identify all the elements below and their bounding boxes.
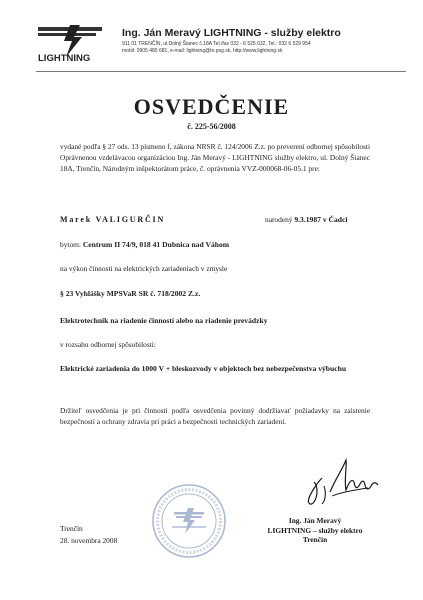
residence-line: [60, 240, 229, 249]
activity-line: na výkon činnosti na elektrických zariadeniach v zmysle: [60, 264, 228, 273]
company-contact: mobil: 0905 480 681, e-mail: lightning@tn.psg.sk, http://www.lightning.sk: [122, 47, 283, 54]
letterhead: [36, 23, 406, 75]
letterhead-text: [122, 27, 412, 54]
birth-info: [265, 215, 348, 224]
signatory-name: Ing. Ján Meravý: [288, 516, 342, 525]
holder-row: [60, 215, 380, 227]
stamp-graphic: [150, 482, 228, 560]
obligation-paragraph: Držiteľ osvedčenia je pri činnosti podľa osvedčenia povinný dodržiavať požiadavky na zaistenie bezpečnosti a ochrany zdravia pri práci a bezpečnosti technických zariadení.: [60, 406, 370, 426]
qualification-line: Elektrotechnik na riadenie činností alebo na riadenie prevádzky: [60, 316, 268, 325]
round-stamp: [150, 482, 228, 560]
born-value: 9.3.1987 v Čadci: [294, 215, 348, 224]
company-address: 911 01 TRENČÍN, ul.Dolný Šianec č.18A Tel./fax 032 - 6 525 032, Tel.: 032 6 529 954: [122, 41, 311, 47]
document-number: č. 225-56/2008: [187, 122, 236, 131]
signatory-company: LIGHTNING – služby elektro: [267, 525, 363, 535]
issue-date: 28. novembra 2008: [60, 536, 118, 545]
scope-label: v rozsahu odbornej spôsobilosti:: [60, 340, 156, 349]
company-name: Ing. Ján Meravý LIGHTNING - služby elektro: [122, 27, 341, 39]
logo-wordmark: LIGHTNING: [38, 53, 91, 63]
signatory-block: [250, 516, 380, 545]
regulation-line: § 23 Vyhlášky MPSVaR SR č. 718/2002 Z.z.: [60, 289, 201, 298]
residence-label: bytom:: [60, 240, 81, 249]
holder-name: Marek VALIGURČIN: [60, 215, 166, 224]
letterhead-divider: [36, 71, 406, 72]
document-title: OSVEDČENIE: [133, 94, 290, 119]
residence-value: Centrum II 74/9, 018 41 Dubnica nad Váhom: [82, 240, 230, 249]
issue-place: Trenčín: [60, 524, 83, 533]
intro-paragraph: vydané podľa § 27 ods. 13 písmeno f, zákona NRSR č. 124/2006 Z.z. po preverení odbornej spôsobilosti Oprávnenou vzdelávacou organizáciou Ing. Ján Meravý - LIGHTNING služby elektro, ul. Dolný Šianec 18A, Trenčín, Národným inšpektorátom práce, č. oprávnenia VVZ-000068-06-05.1 pre:: [60, 142, 370, 173]
lightning-logo: [36, 23, 118, 63]
born-label: narodený: [265, 215, 293, 224]
signature: [292, 452, 384, 512]
handwritten-signature: [292, 452, 384, 512]
signatory-city: Trenčín: [302, 535, 328, 544]
scope-value: Elektrické zariadenia do 1000 V + bleskozvody v objektoch bez nebezpečenstva výbuchu: [60, 364, 347, 373]
lightning-logo-graphic: [36, 23, 118, 63]
